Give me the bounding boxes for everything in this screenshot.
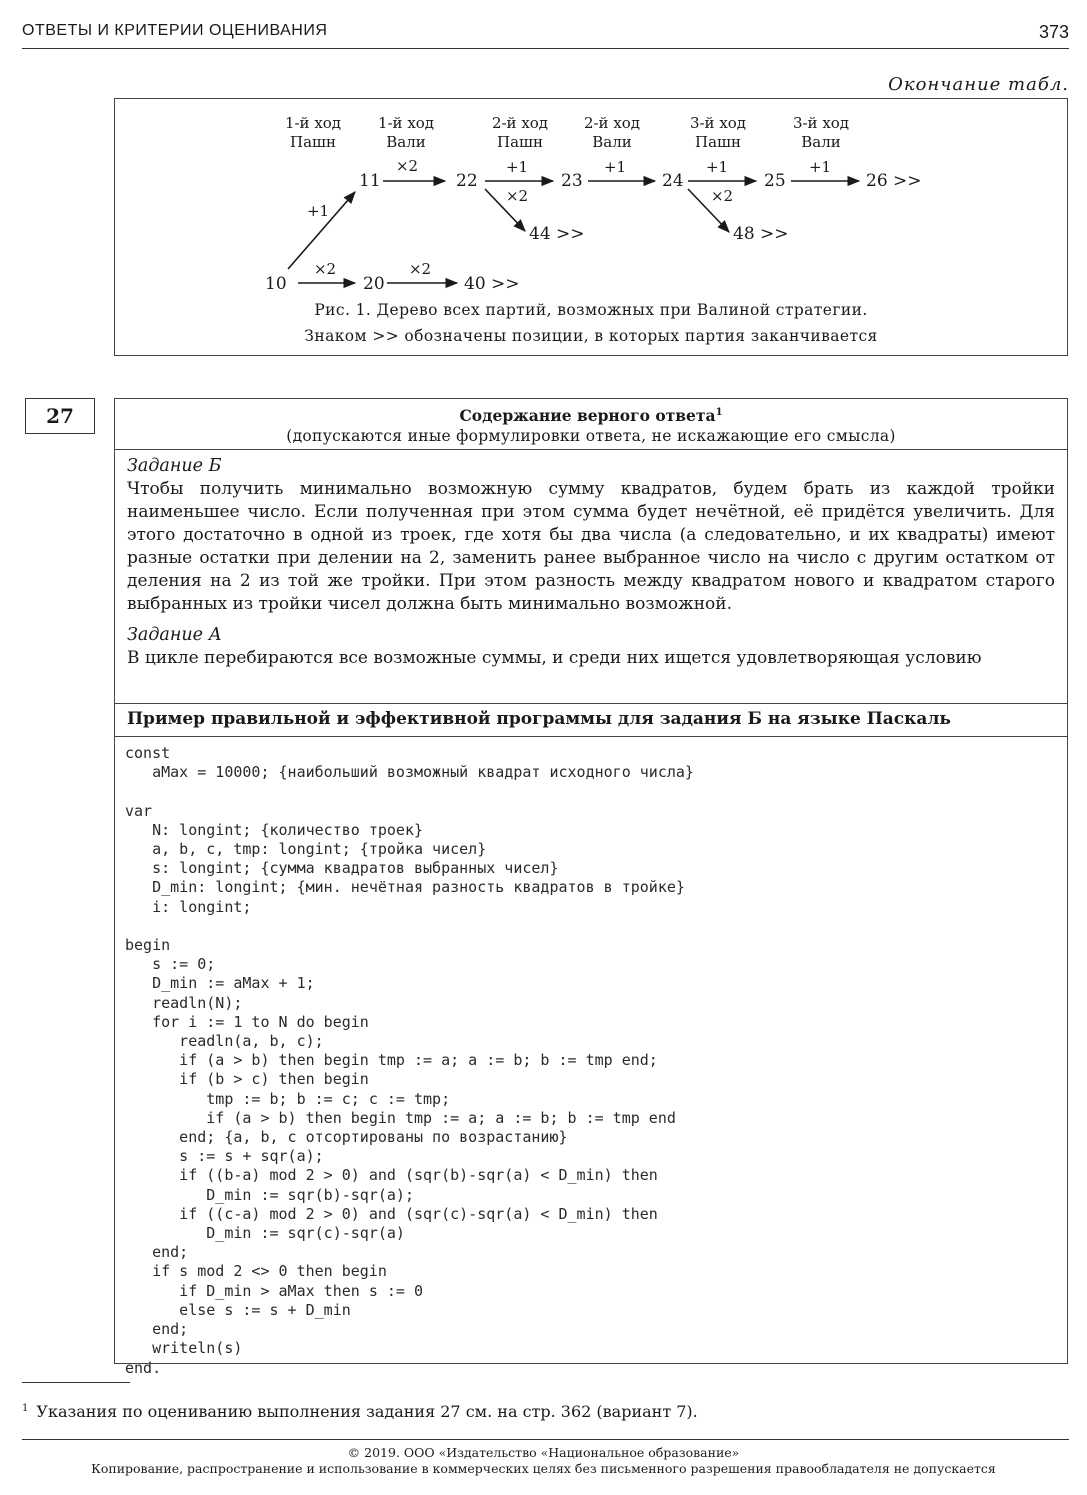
task-number: 27 xyxy=(25,398,95,434)
footnote xyxy=(22,1402,698,1421)
footer-rule xyxy=(22,1439,1069,1440)
move-header-5-line2: Пашн xyxy=(695,133,741,151)
edge-label-11-22: ×2 xyxy=(395,157,419,175)
running-head: ОТВЕТЫ И КРИТЕРИИ ОЦЕНИВАНИЯ xyxy=(22,22,328,39)
game-tree-figure xyxy=(114,98,1068,356)
node-40: 40 >> xyxy=(464,274,520,294)
node-10: 10 xyxy=(265,274,287,294)
move-header-3-line1: 2-й ход xyxy=(491,114,549,132)
move-header-2-line2: Вали xyxy=(386,133,426,151)
zadanie-a-label: Задание А xyxy=(127,625,222,645)
node-22: 22 xyxy=(456,171,478,191)
move-header-1-line1: 1-й ход xyxy=(284,114,342,132)
edge-label-24-48: ×2 xyxy=(710,187,734,205)
zadanie-b-label: Задание Б xyxy=(127,456,222,476)
node-23: 23 xyxy=(561,171,583,191)
figure-caption-line2: Знаком >> обозначены позиции, в которых партия заканчивается xyxy=(304,327,878,345)
edge-label-20-40: ×2 xyxy=(408,260,432,278)
answer-header-title: Содержание верного ответа$^1$ xyxy=(459,406,723,425)
answer-table-header xyxy=(115,399,1067,450)
node-25: 25 xyxy=(764,171,786,191)
answer-header-subtitle: (допускаются иные формулировки ответа, не искажающие его смысла) xyxy=(286,427,896,445)
copyright: © 2019. ООО «Издательство «Национальное образование» xyxy=(347,1445,740,1460)
move-header-1-line2: Пашн xyxy=(290,133,336,151)
edge-label-10-20: ×2 xyxy=(313,260,337,278)
node-26: 26 >> xyxy=(866,171,922,191)
footnote-rule xyxy=(22,1382,130,1383)
copy-notice: Копирование, распространение и использование в коммерческих целях без письменного разрешения правообладателя не допускается xyxy=(91,1461,996,1476)
program-section-divider xyxy=(115,703,1067,704)
node-11: 11 xyxy=(359,171,381,191)
move-header-4-line1: 2-й ход xyxy=(583,114,641,132)
header-rule xyxy=(22,48,1069,49)
page-number: 373 xyxy=(1038,22,1069,42)
edge-label-23-24: +1 xyxy=(603,158,627,176)
program-title: Пример правильной и эффективной программы для задания Б на языке Паскаль xyxy=(127,709,951,729)
footnote-mark: 1 xyxy=(715,406,723,418)
program-title-divider xyxy=(115,736,1067,737)
move-header-4-line2: Вали xyxy=(592,133,632,151)
move-header-3-line2: Пашн xyxy=(497,133,543,151)
edge-label-22-44: ×2 xyxy=(505,187,529,205)
node-44: 44 >> xyxy=(529,224,585,244)
edge-label-24-25: +1 xyxy=(705,158,729,176)
table-continuation-label: Окончание табл. xyxy=(888,74,1069,95)
move-header-6-line1: 3-й ход xyxy=(792,114,850,132)
answer-table xyxy=(114,398,1068,1377)
move-header-5-line1: 3-й ход xyxy=(689,114,747,132)
node-20: 20 xyxy=(363,274,385,294)
move-header-2-line1: 1-й ход xyxy=(377,114,435,132)
node-48: 48 >> xyxy=(733,224,789,244)
answer-content xyxy=(127,455,1055,670)
edge-label-22-23: +1 xyxy=(505,158,529,176)
figure-caption-line1: Рис. 1. Дерево всех партий, возможных при Валиной стратегии. xyxy=(314,301,868,319)
edge-label-10-11: +1 xyxy=(306,202,330,220)
pascal-program-code: const aMax = 10000; {наибольший возможный квадрат исходного числа} var N: longint; {количество троек} a, b, c, tmp: longint; {тройка чисел} s: longint; {сумма квадратов выбранных чисел} D_min: longint; {мин. нечётная разность квадратов в тройке} i: longint; begin s := 0; D_min := aMax + 1; readln(N); for i := 1 to N do begin readln(a, b, c); if (a > b) then begin tmp := a; a := b; b := tmp end; if (b > c) then begin tmp := b; b := c; c := tmp; if (a > b) then begin tmp := a; a := b; b := tmp end end; {a, b, c отсортированы по возрастанию} s := s + sqr(a); if ((b-a) mod 2 > 0) and (sqr(b)-sqr(a) < D_min) then D_min := sqr(b)-sqr(a); if ((c-a) mod 2 > 0) and (sqr(c)-sqr(a) < D_min) then D_min := sqr(c)-sqr(a) end; if s mod 2 <> 0 then begin if D_min > aMax then s := 0 else s := s + D_min end; writeln(s) end. xyxy=(125,744,694,1377)
edge-label-25-26: +1 xyxy=(808,158,832,176)
zadanie-b-text: Чтобы получить минимально возможную сумму квадратов, будем брать из каждой тройки наименьшее число. Если полученная при этом сумма будет нечётной, её придётся увеличить. Для этого достаточно в одной из троек, где хотя бы два числа (а следовательно, и их квадраты) имеют разные остатки при делении на 2, заменить ранее выбранное число на число с другим остатком от деления на 2 из той же тройки. При этом разность между квадратом нового и квадратом старого выбранных из тройки чисел должна быть минимально возможной. xyxy=(127,479,1055,614)
zadanie-a-text: В цикле перебираются все возможные суммы, и среди них ищется удовлетворяющая условию xyxy=(127,648,982,668)
footnote-text: Указания по оцениванию выполнения задания 27 см. на стр. 362 (вариант 7). xyxy=(36,1402,698,1421)
footnote-number: 1 xyxy=(22,1402,29,1414)
node-24: 24 xyxy=(662,171,684,191)
move-header-6-line2: Вали xyxy=(801,133,841,151)
